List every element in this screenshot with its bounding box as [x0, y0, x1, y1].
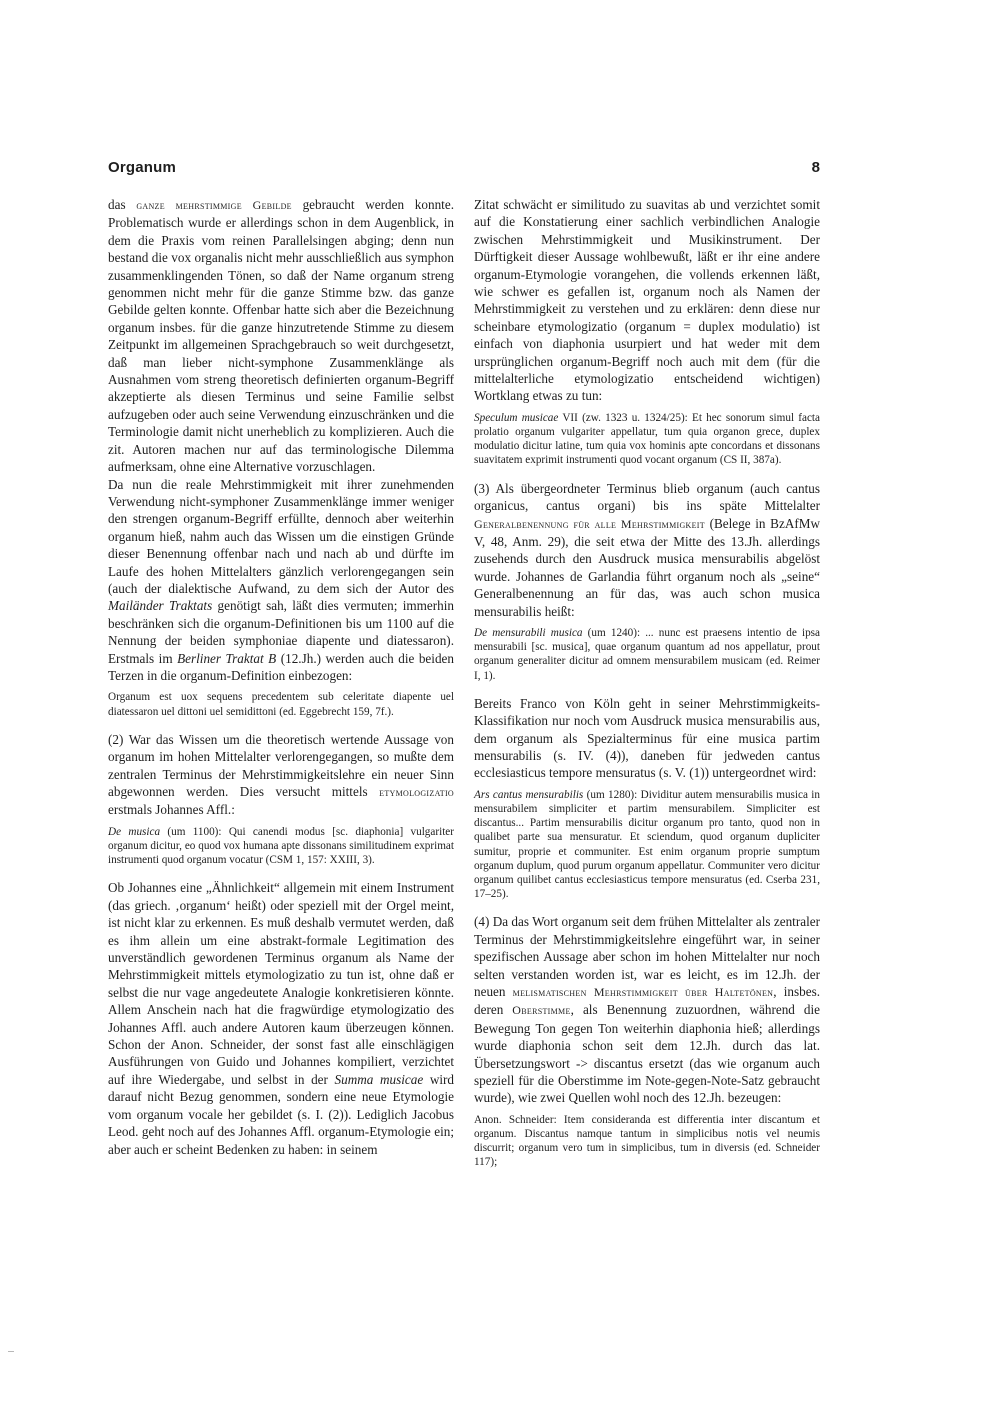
quotation — [474, 1113, 820, 1170]
text-block: De mensurabili musica (um 1240): ... nunc est praesens intentio de ipsa mensurabili [sc. musica], quae organum quantum ad nos appellatur, prout organum generaliter dicitur ad omnem mensurabilem musicam (ed. Reimer I, 1). — [474, 626, 820, 682]
text-block: (4) Da das Wort organum seit dem frühen Mittelalter als zentraler Terminus der Mehrstimmigkeitslehre eingeführt war, in seiner spezifischen Aussage aber schon im hohen Mittelalter nur noch selten verstanden worden ist, war es leicht, es im 12.Jh. der neuen melismatischen Mehrstimmigkeit über Haltetönen, insbes. deren Oberstimme, als Benennung zuzuordnen, während die Bewegung Ton gegen Ton weiterhin diaphonia hieß; allerdings wurde diaphonia schon seit dem 12.Jh. durch das lat. Übersetzungswort -> discantus ersetzt (das wie organum auch speziell für die Oberstimme im Note-gegen-Note-Satz gebraucht wurde), wie zwei Quellen wohl noch des 12.Jh. bezeugen: — [474, 914, 821, 1106]
text-block: Anon. Schneider: Item consideranda est differentia inter discantum et organum. Discantus namque tantum in simplicibus notis vel neumis discurrit; organum vero tum in simplicibus, tum in diversis (ed. Schneider 117); — [474, 1113, 820, 1169]
text-block: das ganze mehrstimmige Gebilde gebraucht werden konnte. Problematisch wurde er allerdings schon in dem Augenblick, in dem die Praxis vom reinen Parallelsingen abging; denn nun bestand die vox organalis nicht mehr ausschließlich aus symphon zusammenklingenden Tönen, so daß der Name organum streng genommen nicht mehr für die ganze Stimme bzw. das ganze Gebilde gelten konnte. Offenbar hatte sich aber die Bezeichnung organum insbes. für die ganze hinzutretende Stimme zu diesem Zeitpunkt im allgemeinen Sprachgebrauch so weit durchgesetzt, daß man lieber nicht-symphone Zusammenklänge als Ausnahmen vom streng theoretisch definierten organum-Begriff akzeptierte als diesen Terminus und seine Familie selbst aufzugeben oder auch seine Verwendung einzuschränken und die Terminologie damit nicht unerheblich zu komplizieren. Auch die zit. Autoren machen nur auf das terminologische Dilemma aufmerksam, ohne eine Alternative vorzuschlagen. — [108, 197, 454, 475]
italic-title: De musica — [108, 825, 161, 838]
paragraph — [474, 695, 820, 782]
italic-title: Summa musicae — [334, 1071, 424, 1087]
right-column — [474, 196, 820, 1182]
italic-title: Mailänder Traktats — [108, 598, 213, 614]
quotation — [474, 626, 820, 683]
scan-mark — [8, 1351, 14, 1352]
quotation — [474, 411, 820, 468]
small-caps-term: Generalbenennung für alle Mehrstimmigkeit — [474, 516, 705, 531]
italic-title: Ars cantus mensurabilis — [474, 788, 584, 801]
page-number: 8 — [811, 159, 820, 176]
small-caps-term: Oberstimme — [512, 1003, 571, 1018]
text-block: Ars cantus mensurabilis (um 1280): Dividitur autem mensurabilis musica in mensurabilem simpliciter et partim mensurabilem. Simpliciter est discantus... Partim mensurabilis dicitur organum pro tanto, quod non in qualibet parte sua mensuratur. Et sciendum, quod organum dupliciter sumitur, proprie et communiter. Est enim organum proprie sumptum organum duplum, quod purum organum appellatur. Communiter vero dicitur organum quilibet cantus ecclesiasticus tempore mensuratus (ed. Cserba 231, 17–25). — [474, 788, 820, 901]
text-block: Da nun die reale Mehrstimmigkeit mit ihrer zunehmenden Verwendung nicht-symphoner Zusammenklänge immer weniger den strengen organum-Begriff erfüllte, dennoch aber weiterhin organum hieß, nahm auch das Wissen um die einstigen Gründe dieser Benennung offenbar nach und nach ab und dürfte im Laufe des hohen Mittelalters gänzlich verlorengegangen sein (auch der dialektische Aufwand, zu dem sich der Autor des Mailänder Traktats genötigt sah, läßt dies vermuten; immerhin beschränken sich die organum-Definitionen bis um 1100 auf die Nennung der beiden symphoniae diapente und diatessaron). Erstmals im Berliner Traktat B (12.Jh.) werden auch die beiden Terzen in die organum-Definition einbezogen: — [108, 476, 454, 683]
running-title: Organum — [108, 159, 177, 176]
paragraph — [108, 196, 454, 476]
left-column — [108, 196, 454, 1158]
small-caps-term: melismatischen Mehrstimmigkeit über Haltetönen — [512, 985, 774, 1000]
text-block: Speculum musicae VII (zw. 1323 u. 1324/25): Et hec sonorum simul facta prolatio organum vulgariter appellatur, tum quia organon grece, duplex modulatio dicitur latine, tum quia vox hominis apte concordans et dissonans suavitatem exprimit instrumenti quod vocant organum (CS II, 387a). — [474, 411, 820, 467]
paragraph — [108, 879, 454, 1158]
text-block: De musica (um 1100): Qui canendi modus [sc. diaphonia] vulgariter organum dicitur, eo quod vox humana apte dissonans similitudinem exprimat instrumenti quod organum vocatur (CSM 1, 157: XXIII, 3). — [108, 825, 454, 867]
quotation — [108, 690, 454, 718]
text-block: Ob Johannes eine „Ähnlichkeit“ allgemein mit einem Instrument (das griech. ‚organum‘ heißt) oder speziell mit der Orgel meint, ist nicht klar zu erkennen. Es muß deshalb vermutet werden, daß es ihm allein um eine abstrakt-formale Legitimation des unverständlich gewordenen Terminus organum als Name der Mehrstimmigkeit mittels etymologizatio zu tun ist, ohne daß er selbst die nur vage angedeutete Analogie konkretisieren könnte. Allem Anschein nach hat die fragwürdige etymologizatio des Johannes Affl. auch andere Autoren kaum überzeugen können. Schon der Anon. Schneider, der sonst fast alle einschlägigen Ausführungen von Guido und Johannes kompiliert, verzichtet auf ihre Wiedergabe, und selbst in der Summa musicae wird darauf nicht Bezug genommen, sondern eine neue Etymologie vom organum vocale her gebildet (s. I. (2)). Lediglich Jacobus Leod. geht noch auf des Johannes Affl. organum-Etymologie ein; aber auch er scheint Bedenken zu haben: in seinem — [108, 880, 454, 1157]
italic-title: De mensurabili musica — [474, 626, 583, 639]
paragraph — [474, 913, 820, 1106]
paragraph — [108, 476, 454, 685]
paragraph — [108, 731, 454, 819]
text-block: Organum est uox sequens precedentem sub celeritate diapente uel diatessaron uel dittoni uel semidittoni (ed. Eggebrecht 159, 7f.). — [108, 691, 454, 718]
small-caps-term: ganze mehrstimmige Gebilde — [136, 198, 292, 212]
quotation — [108, 825, 454, 868]
text-block: Bereits Franco von Köln geht in seiner Mehrstimmigkeits-Klassifikation nur noch vom Ausdruck musica mensurabilis aus, dem organum als Spezialterminus für eine musica partim mensurabilis (s. IV. (4)), daneben für jedweden cantus ecclesiasticus tempore mensuratus (s. V. (1)) untergeordnet wird: — [474, 695, 820, 781]
italic-title: Speculum musicae — [474, 411, 559, 424]
quotation — [474, 788, 820, 902]
italic-title: Berliner Traktat B — [177, 650, 277, 666]
text-block: (2) War das Wissen um die theoretisch wertende Aussage von organum im hohen Mittelalter verlorengegangen, so mußte dem zentralen Terminus der Mehrstimmigkeitslehre ein neuer Sinn abgewonnen werden. Dies versucht mittels etymologizatio erstmals Johannes Affl.: — [108, 731, 454, 818]
small-caps-term: etymologizatio — [379, 785, 454, 799]
page-header — [108, 159, 820, 181]
paragraph — [474, 480, 820, 620]
text-block: Zitat schwächt er similitudo zu suavitas ab und verzichtet somit auf die Konstatierung einer sachlich verbindlichen Analogie zwischen Mehrstimmigkeit und Musikinstrument. Der Dürftigkeit dieser Aussage wohlbewußt, läßt er ihr eine andere organum-Etymologie vorangehen, die vollends erkennen läßt, wie schwer es gefallen ist, organum noch als Namen der Mehrstimmigkeit zu verstehen und zu erklären: denn diese nur scheinbare etymologizatio (organum = duplex modulatio) ist einfach von diaphonia usurpiert und hat weder mit dem ursprünglichen organum-Begriff noch auch mit dem (für die mittelalterliche etymologizatio entscheidend wichtigen) Wortklang etwas zu tun: — [474, 197, 820, 404]
paragraph — [474, 196, 820, 405]
text-block: (3) Als übergeordneter Terminus blieb organum (auch cantus organicus, cantus organi) bis ins späte Mittelalter Generalbenennung für alle Mehrstimmigkeit (Belege in BzAfMw V, 48, Anm. 29), die seit etwa der Mitte des 13.Jh. allerdings zusehends durch den Ausdruck musica mensurabilis abgelöst wurde. Johannes de Garlandia führt organum noch als „seine“ Generalbenennung an für das, was auch schon musica mensurabilis heißt: — [474, 480, 820, 619]
